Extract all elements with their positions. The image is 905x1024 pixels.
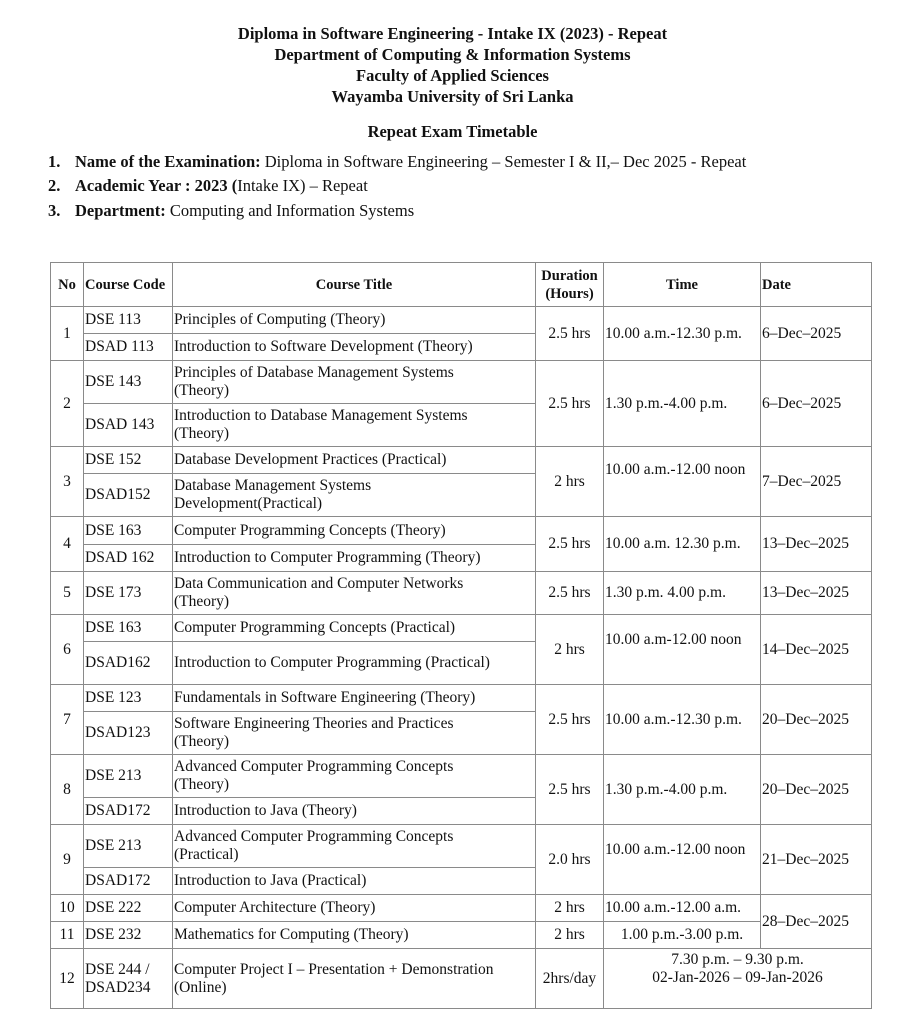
course-code: DSE 213 — [84, 825, 173, 868]
project-time: 7.30 p.m. – 9.30 p.m. — [671, 951, 804, 968]
duration: 2.5 hrs — [536, 572, 604, 615]
table-row — [51, 685, 872, 712]
info-value: Computing and Information Systems — [165, 201, 415, 220]
table-row — [51, 895, 872, 922]
course-code: DSAD 113 — [84, 334, 173, 361]
course-code: DSE 152 — [84, 447, 173, 474]
university-name: Wayamba University of Sri Lanka — [331, 87, 574, 106]
exam-time: 10.00 a.m.-12.00 noon — [604, 447, 761, 517]
table-row — [51, 922, 872, 949]
course-code: DSE 163 — [84, 517, 173, 545]
course-code: DSE 143 — [84, 361, 173, 404]
course-code: DSAD 143 — [84, 404, 173, 447]
course-code: DSE 123 — [84, 685, 173, 712]
row-no: 11 — [51, 922, 84, 949]
exam-date: 28–Dec–2025 — [761, 895, 872, 949]
table-header-row — [51, 263, 872, 307]
course-title: Principles of Computing (Theory) — [173, 307, 536, 334]
course-title: Introduction to Java (Practical) — [173, 868, 536, 895]
course-title: Software Engineering Theories and Practices (Theory) — [173, 712, 536, 755]
duration: 2.5 hrs — [536, 361, 604, 447]
row-no: 6 — [51, 615, 84, 685]
info-value: Intake IX) – Repeat — [237, 176, 368, 195]
row-no: 12 — [51, 949, 84, 1009]
course-title: Computer Architecture (Theory) — [173, 895, 536, 922]
course-code: DSE 222 — [84, 895, 173, 922]
course-title: Introduction to Computer Programming (Theory) — [173, 545, 536, 572]
course-code: DSE 113 — [84, 307, 173, 334]
course-code: DSAD 162 — [84, 545, 173, 572]
exam-date: 20–Dec–2025 — [761, 755, 872, 825]
exam-date: 13–Dec–2025 — [761, 517, 872, 572]
course-code: DSE 244 / DSAD234 — [84, 949, 173, 1009]
row-no: 2 — [51, 361, 84, 447]
row-no: 3 — [51, 447, 84, 517]
table-row — [51, 949, 872, 1009]
info-exam-name — [48, 151, 746, 173]
timetable-subtitle: Repeat Exam Timetable — [367, 122, 538, 141]
course-title: Data Communication and Computer Networks (Theory) — [173, 572, 536, 615]
row-no: 4 — [51, 517, 84, 572]
exam-time: 10.00 a.m.-12.30 p.m. — [604, 307, 761, 361]
duration: 2.5 hrs — [536, 517, 604, 572]
table-row — [51, 517, 872, 545]
exam-date: 6–Dec–2025 — [761, 307, 872, 361]
header-time: Time — [604, 263, 761, 307]
row-no: 1 — [51, 307, 84, 361]
exam-time: 10.00 a.m.-12.00 a.m. — [604, 895, 761, 922]
info-number: 3. — [48, 201, 61, 220]
table-row — [51, 615, 872, 642]
exam-date: 21–Dec–2025 — [761, 825, 872, 895]
exam-date: 13–Dec–2025 — [761, 572, 872, 615]
course-title: Introduction to Java (Theory) — [173, 798, 536, 825]
exam-date: 7–Dec–2025 — [761, 447, 872, 517]
row-no: 5 — [51, 572, 84, 615]
project-schedule — [604, 949, 872, 1009]
course-code: DSAD123 — [84, 712, 173, 755]
course-title: Introduction to Software Development (Theory) — [173, 334, 536, 361]
duration: 2 hrs — [536, 447, 604, 517]
course-title: Computer Project I – Presentation + Demonstration (Online) — [173, 949, 536, 1009]
table-row — [51, 361, 872, 404]
course-code: DSAD162 — [84, 642, 173, 685]
course-title: Database Development Practices (Practical) — [173, 447, 536, 474]
course-title: Computer Programming Concepts (Theory) — [173, 517, 536, 545]
exam-time: 1.30 p.m.-4.00 p.m. — [604, 755, 761, 825]
course-code: DSAD172 — [84, 798, 173, 825]
info-value: Diploma in Software Engineering – Semester I & II,– Dec 2025 - Repeat — [260, 152, 747, 171]
exam-date: 14–Dec–2025 — [761, 615, 872, 685]
duration: 2 hrs — [536, 895, 604, 922]
document-title: Diploma in Software Engineering - Intake IX (2023) - Repeat — [237, 24, 668, 43]
exam-date: 20–Dec–2025 — [761, 685, 872, 755]
row-no: 9 — [51, 825, 84, 895]
course-title: Computer Programming Concepts (Practical) — [173, 615, 536, 642]
info-academic-year — [48, 175, 368, 197]
duration: 2.0 hrs — [536, 825, 604, 895]
table-row — [51, 755, 872, 798]
course-title: Fundamentals in Software Engineering (Theory) — [173, 685, 536, 712]
course-title: Mathematics for Computing (Theory) — [173, 922, 536, 949]
info-department — [48, 200, 414, 222]
department-name: Department of Computing & Information Systems — [274, 45, 631, 64]
exam-time: 10.00 a.m.-12.30 p.m. — [604, 685, 761, 755]
table-row — [51, 307, 872, 334]
course-title: Introduction to Database Management Systems (Theory) — [173, 404, 536, 447]
course-code: DSE 163 — [84, 615, 173, 642]
row-no: 8 — [51, 755, 84, 825]
header-course-code: Course Code — [84, 263, 173, 307]
faculty-name: Faculty of Applied Sciences — [356, 66, 549, 85]
info-number: 1. — [48, 152, 61, 171]
row-no: 10 — [51, 895, 84, 922]
info-label: Academic Year : 2023 ( — [75, 176, 238, 195]
header-duration: Duration (Hours) — [536, 263, 604, 307]
course-code: DSE 213 — [84, 755, 173, 798]
course-code: DSAD172 — [84, 868, 173, 895]
exam-date: 6–Dec–2025 — [761, 361, 872, 447]
duration: 2.5 hrs — [536, 755, 604, 825]
exam-timetable — [50, 262, 872, 1009]
course-title: Advanced Computer Programming Concepts (Theory) — [173, 755, 536, 798]
row-no: 7 — [51, 685, 84, 755]
project-date-range: 02-Jan-2026 – 09-Jan-2026 — [652, 969, 823, 986]
duration: 2.5 hrs — [536, 307, 604, 361]
exam-time: 10.00 a.m. 12.30 p.m. — [604, 517, 761, 572]
exam-time: 1.30 p.m.-4.00 p.m. — [604, 361, 761, 447]
course-title: Introduction to Computer Programming (Practical) — [173, 642, 536, 685]
exam-time: 10.00 a.m-12.00 noon — [604, 615, 761, 685]
info-number: 2. — [48, 176, 61, 195]
info-label: Name of the Examination: — [75, 152, 261, 171]
exam-time: 10.00 a.m.-12.00 noon — [604, 825, 761, 895]
course-title: Principles of Database Management Systems (Theory) — [173, 361, 536, 404]
header-no: No — [51, 263, 84, 307]
duration: 2hrs/day — [536, 949, 604, 1009]
duration: 2 hrs — [536, 615, 604, 685]
duration: 2 hrs — [536, 922, 604, 949]
course-code: DSE 173 — [84, 572, 173, 615]
table-row — [51, 572, 872, 615]
header-date: Date — [761, 263, 872, 307]
table-row — [51, 447, 872, 474]
duration: 2.5 hrs — [536, 685, 604, 755]
course-title: Advanced Computer Programming Concepts (Practical) — [173, 825, 536, 868]
course-code: DSE 232 — [84, 922, 173, 949]
exam-time: 1.30 p.m. 4.00 p.m. — [604, 572, 761, 615]
course-code: DSAD152 — [84, 474, 173, 517]
course-title: Database Management Systems Development(Practical) — [173, 474, 536, 517]
exam-time: 1.00 p.m.-3.00 p.m. — [604, 922, 761, 949]
info-label: Department: — [75, 201, 166, 220]
table-row — [51, 825, 872, 868]
header-course-title: Course Title — [173, 263, 536, 307]
